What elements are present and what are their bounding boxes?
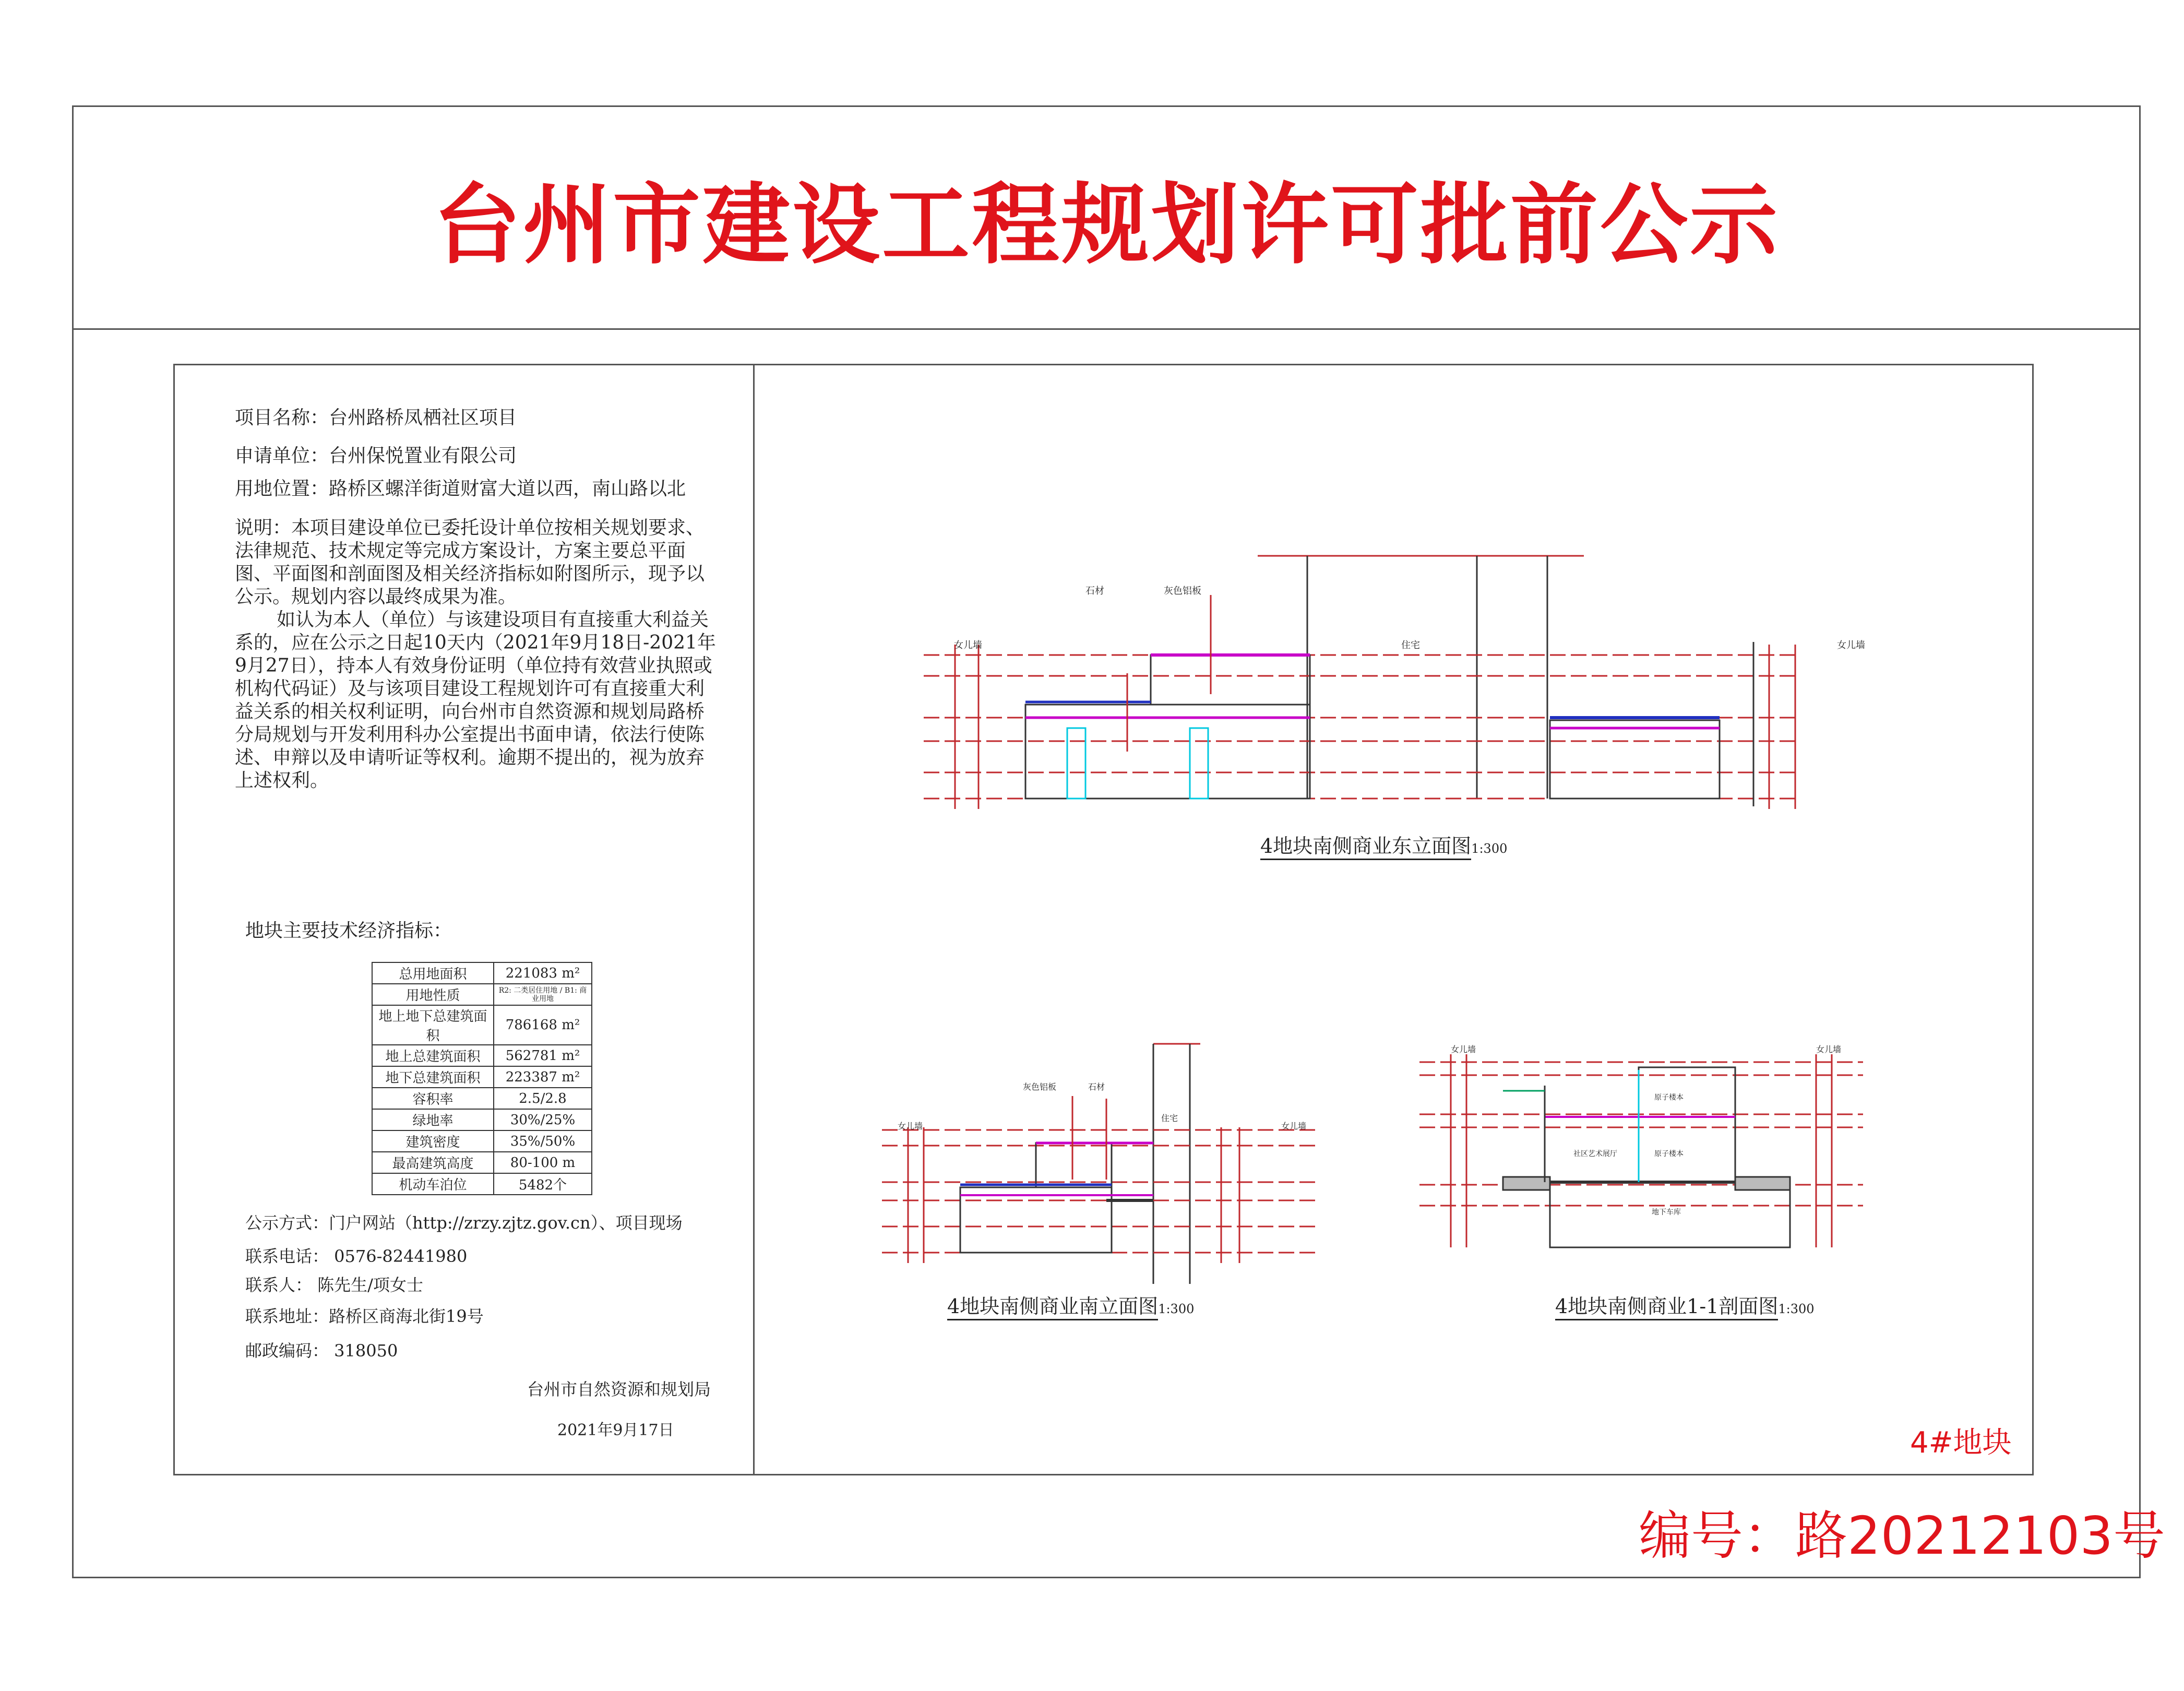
east-label-stone: 石材: [1085, 586, 1104, 597]
metric-value: 223387 m²: [494, 1066, 592, 1088]
postcode: 邮政编码： 318050: [245, 1341, 398, 1361]
description-para-2: 如认为本人（单位）与该建设项目有直接重大利益关系的，应在公示之日起10天内（2021年9月18日-2021年9月27日），持本人有效身份证明（单位持有效营业执照或机构代码证）及与该项目建设工程规划许可有直接重大利益关系的相关权利证明，向台州市自然资源和规划局路桥分局规划与开发利用科办公室提出书面申请，依法行使陈述、申辩以及申请听证等权利。逾期不提出的，视为放弃上述权利。: [235, 609, 716, 791]
east-elevation-drawing: [924, 556, 1795, 809]
metric-key: 绿地率: [372, 1109, 494, 1130]
east-label-parapet-left: 女儿墙: [954, 640, 982, 651]
metric-value: 5482个: [494, 1173, 592, 1195]
section-label-room2: 原子楼本: [1654, 1150, 1684, 1158]
section-caption: 4地块南侧商业1-1剖面图1:300: [1555, 1290, 1815, 1319]
section-label-parapet-right: 女儿墙: [1816, 1044, 1842, 1054]
metric-value: 2.5/2.8: [494, 1088, 592, 1109]
metric-value: R2: 二类居住用地 / B1: 商业用地: [494, 984, 592, 1005]
metric-key: 地上总建筑面积: [372, 1045, 494, 1066]
section-drawing: [1419, 1054, 1863, 1247]
south-elevation-drawing: [882, 1044, 1315, 1284]
east-label-residence: 住宅: [1401, 640, 1420, 651]
south-label-panel: 灰色铝板: [1023, 1082, 1057, 1092]
applicant: 申请单位：台州保悦置业有限公司: [235, 445, 517, 467]
section-label-parapet-left: 女儿墙: [1451, 1044, 1476, 1054]
site-location: 用地位置：路桥区螺洋街道财富大道以西，南山路以北: [235, 478, 686, 499]
metric-value: 786168 m²: [494, 1005, 592, 1045]
metric-key: 机动车泊位: [372, 1173, 494, 1195]
east-label-panel: 灰色铝板: [1164, 586, 1201, 597]
page-title: 台州市建设工程规划许可批前公示: [433, 174, 1780, 276]
south-label-parapet-left: 女儿墙: [898, 1121, 923, 1131]
section-label-room1: 原子楼本: [1654, 1093, 1684, 1102]
metric-key: 最高建筑高度: [372, 1152, 494, 1173]
east-label-parapet-right: 女儿墙: [1837, 640, 1865, 651]
metric-key: 总用地面积: [372, 962, 494, 984]
metric-key: 用地性质: [372, 984, 494, 1005]
issue-date: 2021年9月17日: [557, 1421, 674, 1439]
metric-key: 地上地下总建筑面积: [372, 1005, 494, 1045]
announce-method: 公示方式：门户网站（http://zrzy.zjtz.gov.cn）、项目现场: [245, 1213, 683, 1233]
metrics-title: 地块主要技术经济指标：: [245, 920, 452, 942]
section-label-garage: 地下车库: [1652, 1208, 1681, 1217]
serial-number: 编号：路20212103号: [1639, 1505, 2165, 1566]
metric-value: 562781 m²: [494, 1045, 592, 1066]
plot-tag: 4#地块: [1910, 1426, 2012, 1460]
contact-address: 联系地址：路桥区商海北街19号: [245, 1306, 484, 1326]
south-label-stone: 石材: [1088, 1082, 1105, 1092]
project-name: 项目名称：台州路桥凤栖社区项目: [235, 407, 517, 428]
section-label-art: 社区艺术展厅: [1573, 1150, 1617, 1158]
metric-value: 221083 m²: [494, 962, 592, 984]
south-caption: 4地块南侧商业南立面图1:300: [947, 1290, 1194, 1319]
south-label-parapet-right: 女儿墙: [1281, 1121, 1307, 1131]
metric-value: 80-100 m: [494, 1152, 592, 1173]
metric-key: 容积率: [372, 1088, 494, 1109]
metric-key: 地下总建筑面积: [372, 1066, 494, 1088]
metric-key: 建筑密度: [372, 1130, 494, 1152]
south-label-residence: 住宅: [1161, 1113, 1178, 1123]
contact-person: 联系人： 陈先生/项女士: [245, 1275, 423, 1295]
description-para-1: 说明：本项目建设单位已委托设计单位按相关规划要求、法律规范、技术规定等完成方案设计，方案主要总平面图、平面图和剖面图及相关经济指标如附图所示，现予以公示。规划内容以最终成果为准。: [235, 517, 705, 608]
metric-value: 30%/25%: [494, 1109, 592, 1130]
contact-phone: 联系电话： 0576-82441980: [245, 1246, 468, 1266]
east-caption: 4地块南侧商业东立面图1:300: [1260, 830, 1507, 859]
metric-value: 35%/50%: [494, 1130, 592, 1152]
issuing-org: 台州市自然资源和规划局: [527, 1379, 711, 1399]
